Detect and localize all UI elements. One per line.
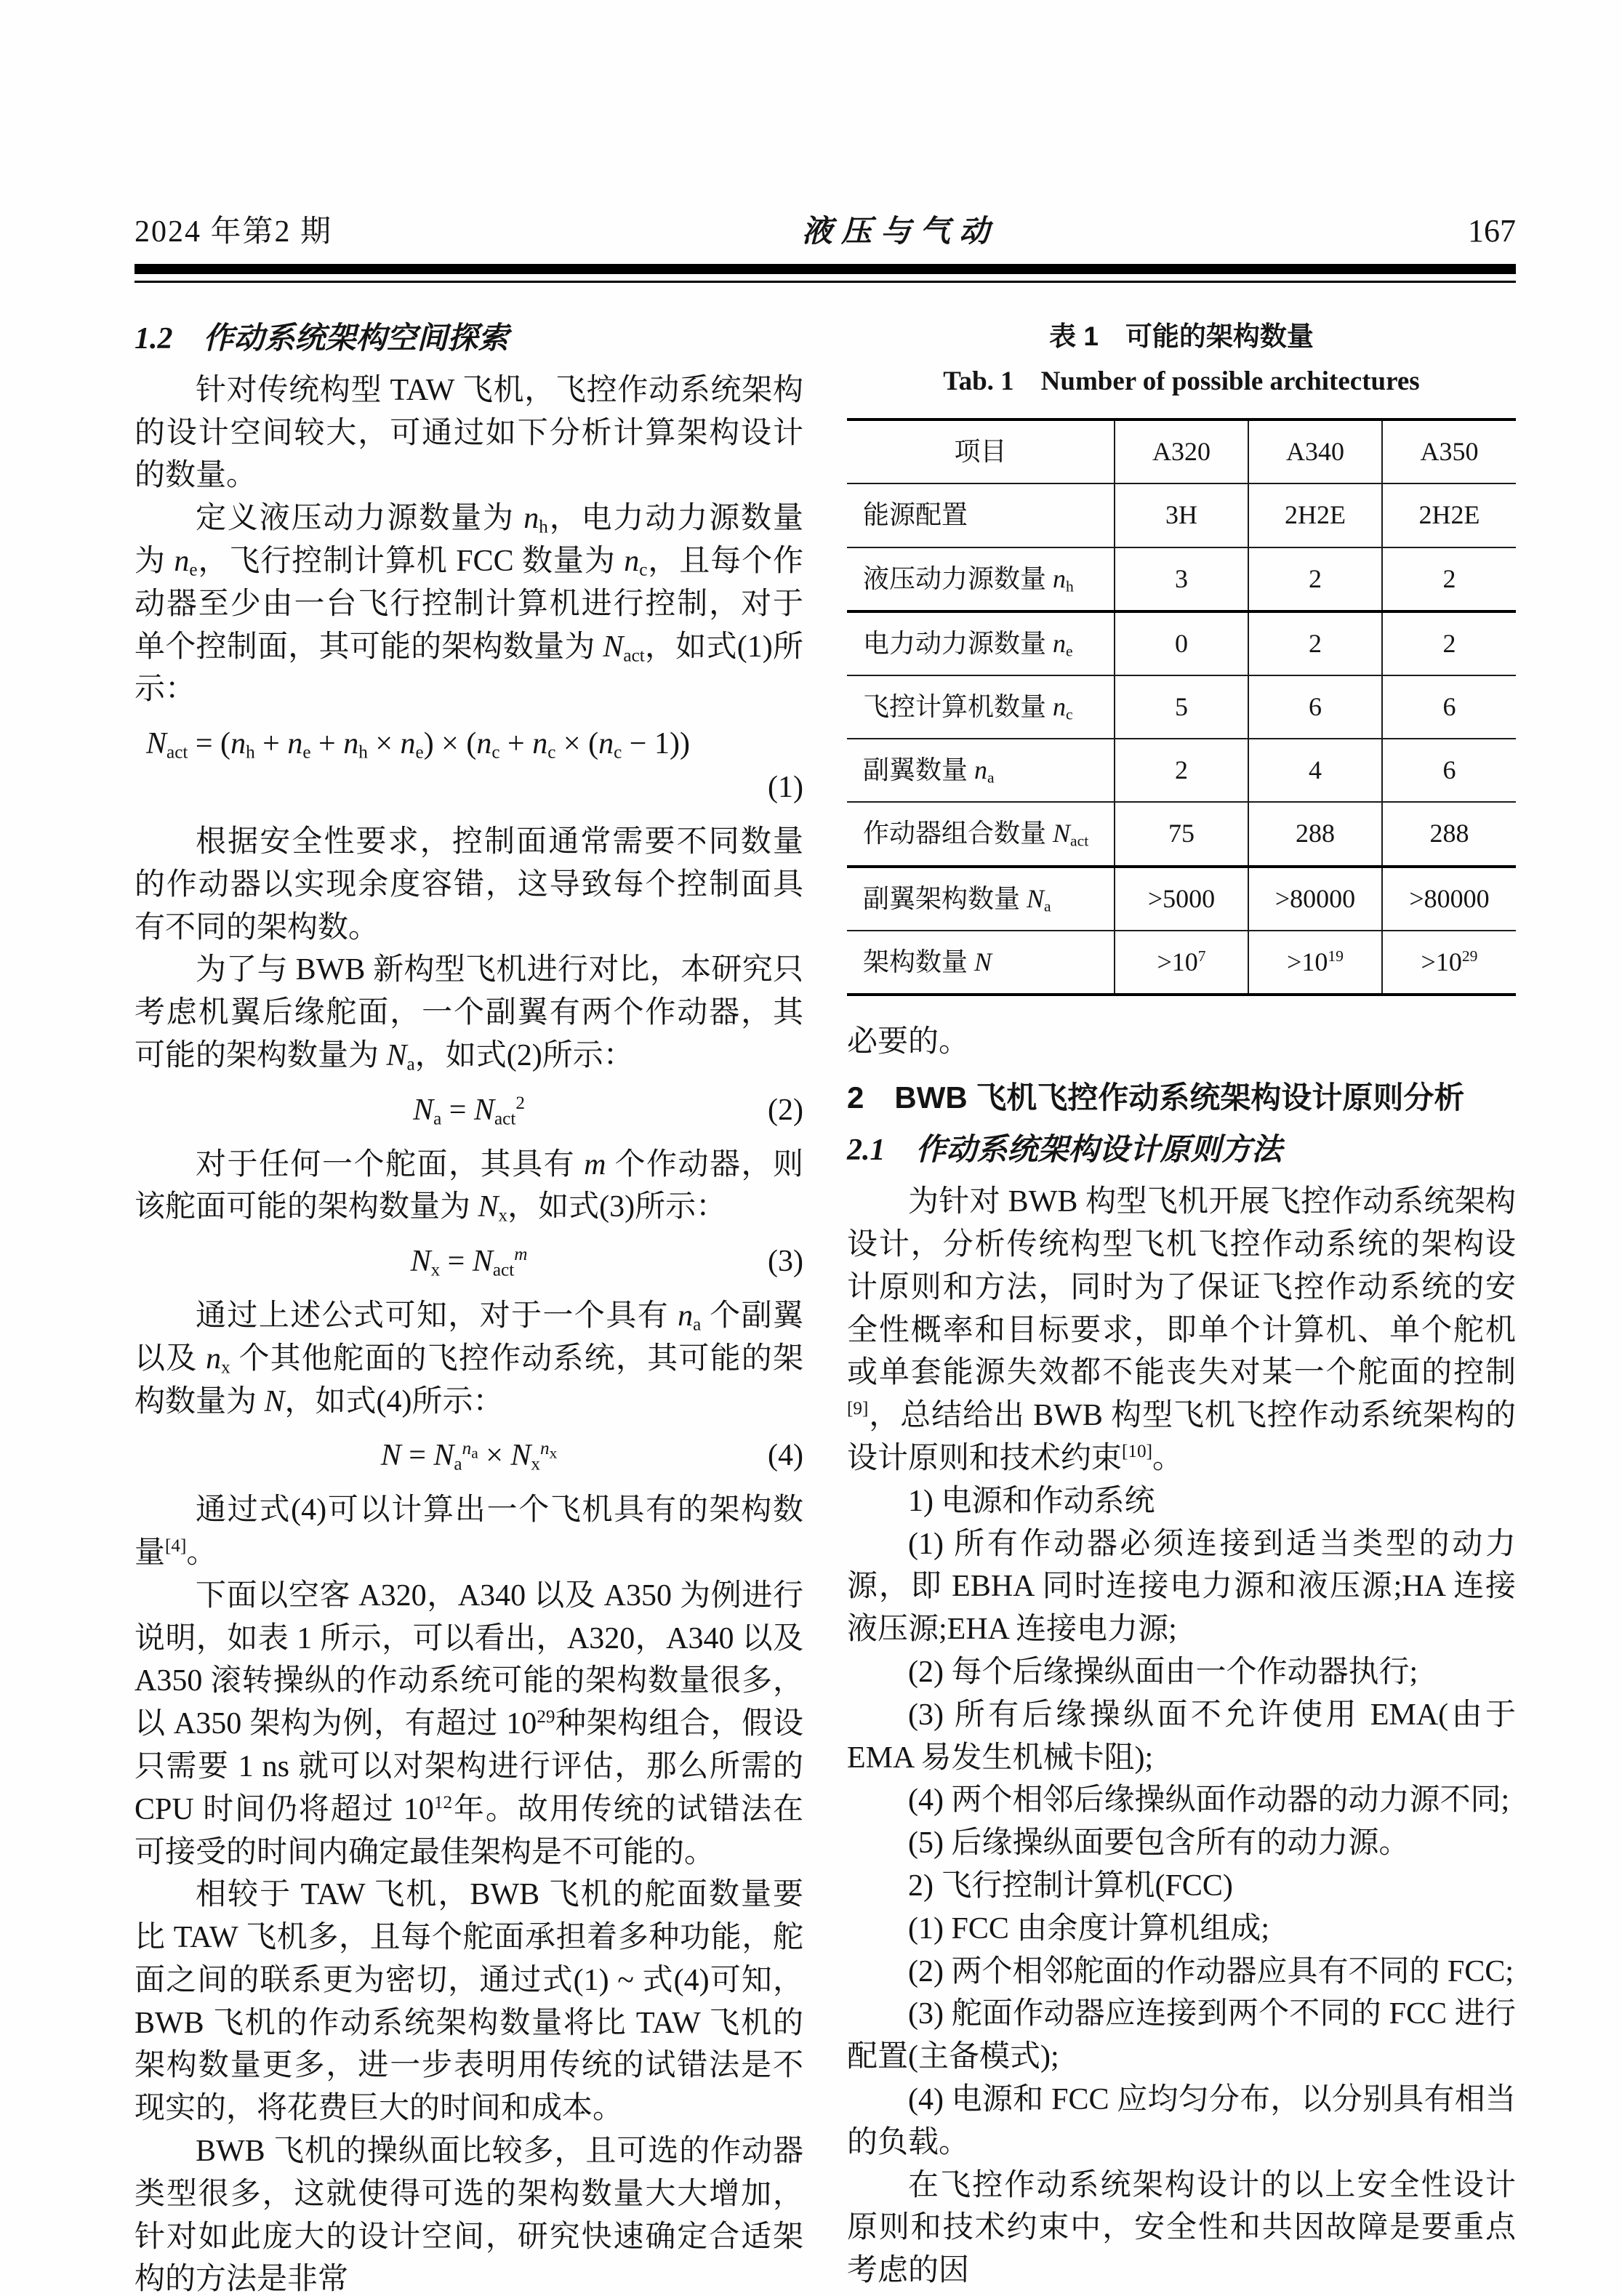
- value-cell: 6: [1248, 675, 1382, 739]
- paragraph: 针对传统构型 TAW 飞机，飞控作动系统架构的设计空间较大，可通过如下分析计算架构设计的数量。: [135, 373, 803, 493]
- table-caption-zh: 表 1 可能的架构数量: [1049, 321, 1314, 351]
- paragraph: 为了与 BWB 新构型飞机进行对比，本研究只考虑机翼后缘舵面，一个副翼有两个作动器，其可能的架构数量为 $N_a$，如式(2)所示：: [135, 953, 803, 1075]
- value-cell: 2: [1382, 611, 1516, 675]
- formula: $N_{act} = (n_h + n_e + n_h \times n_e) \times (n_c + n_c \times (n_c - 1))$: [146, 727, 690, 763]
- value-cell: 3H: [1115, 483, 1248, 547]
- value-cell: $>10^7$: [1115, 931, 1248, 995]
- header-rule-thin: [135, 281, 1516, 283]
- equation-number: (4): [768, 1439, 803, 1473]
- value-cell: 2: [1248, 611, 1382, 675]
- header-issue: 2024 年第2 期: [135, 215, 333, 249]
- value-cell: $>10^{29}$: [1382, 931, 1516, 995]
- table-header-cell: A340: [1248, 420, 1382, 483]
- paragraph: (4) 电源和 FCC 应均匀分布，以分别具有相当的负载。: [847, 2083, 1516, 2159]
- section-heading-2: 2 BWB 飞机飞控作动系统架构设计原则分析: [847, 1080, 1465, 1115]
- value-cell: $>10^{19}$: [1248, 931, 1382, 995]
- table-row: [847, 611, 1516, 675]
- value-cell: >80000: [1382, 867, 1516, 931]
- subsection-heading-1-2: 1.2 作动系统架构空间探索: [135, 322, 509, 356]
- paragraph: (3) 所有后缘操纵面不允许使用 EMA(由于 EMA 易发生机械卡阻);: [847, 1698, 1516, 1775]
- equation: [135, 1089, 803, 1132]
- table-row: [847, 802, 1516, 866]
- formula: $N_a = N_{act}^2$: [413, 1093, 525, 1129]
- header-rule-thick: [135, 264, 1516, 274]
- architectures-table: [847, 418, 1516, 996]
- paragraph: 根据安全性要求，控制面通常需要不同数量的作动器以实现余度容错，这导致每个控制面具有不同的架构数。: [135, 824, 803, 944]
- table-header-cell: A350: [1382, 420, 1516, 483]
- paragraph: 1) 电源和作动系统: [908, 1484, 1155, 1518]
- row-label-cell: 副翼架构数量 $N_a$: [847, 867, 1115, 931]
- paragraph: 通过式(4)可以计算出一个飞机具有的架构数量[4]。: [135, 1493, 803, 1570]
- paragraph-continuation: 必要的。: [847, 1024, 970, 1059]
- equation: [135, 723, 803, 809]
- table-header-row: [847, 420, 1516, 483]
- value-cell: 2H2E: [1248, 483, 1382, 547]
- paragraph: 对于任何一个舵面，其具有 m 个作动器，则该舵面可能的架构数量为 $N_x$，如式(3)所示：: [135, 1147, 803, 1226]
- value-cell: 4: [1248, 739, 1382, 802]
- paragraph: 定义液压动力源数量为 $n_h$，电力动力源数量为 $n_e$，飞行控制计算机 FCC 数量为 $n_c$，且每个作动器至少由一台飞行控制计算机进行控制，对于单个控制面，其可能的架构数量为 $N_{act}$，如式(1)所示：: [135, 502, 803, 707]
- two-column-body: [135, 315, 1516, 2296]
- value-cell: 6: [1382, 739, 1516, 802]
- value-cell: 75: [1115, 802, 1248, 866]
- value-cell: 2H2E: [1382, 483, 1516, 547]
- right-column-text: [847, 1021, 1516, 2292]
- equation-number: (2): [768, 1093, 803, 1127]
- paragraph: (1) FCC 由余度计算机组成;: [908, 1911, 1270, 1946]
- paragraph: 相较于 TAW 飞机，BWB 飞机的舵面数量要比 TAW 飞机多，且每个舵面承担着多种功能，舵面之间的联系更为密切，通过式(1) ~ 式(4)可知，BWB 飞机的作动系统架构数量将比 TAW 飞机的架构数量更多，进一步表明用传统的试错法是不现实的，将花费巨大的时间和成本。: [135, 1878, 804, 2126]
- value-cell: >80000: [1248, 867, 1382, 931]
- running-header: [135, 207, 1516, 251]
- row-label-cell: 能源配置: [847, 483, 1115, 547]
- equation: [135, 1434, 803, 1477]
- equation: [135, 1240, 803, 1283]
- equation-number: (1): [768, 771, 803, 805]
- paragraph: 在飞控作动系统架构设计的以上安全性设计原则和技术约束中，安全性和共因故障是要重点考虑的因: [847, 2168, 1516, 2288]
- paragraph: 下面以空客 A320，A340 以及 A350 为例进行说明，如表 1 所示，可以看出，A320，A340 以及 A350 滚转操纵的作动系统可能的架构数量很多，以 A350 架构为例，有超过 $10^{29}$种架构组合，假设只需要 1 ns 就可以对架构进行评估，那么所需的 CPU 时间仍将超过 $10^{12}$年。故用传统的试错法在可接受的时间内确定最佳架构是不可能的。: [135, 1578, 803, 1869]
- table-row: [847, 867, 1516, 931]
- value-cell: 3: [1115, 547, 1248, 611]
- table-row: [847, 739, 1516, 802]
- value-cell: 288: [1248, 802, 1382, 866]
- paragraph: 2) 飞行控制计算机(FCC): [908, 1869, 1233, 1903]
- right-column: [847, 315, 1516, 2296]
- row-label-cell: 作动器组合数量 $N_{act}$: [847, 802, 1115, 866]
- row-label-cell: 飞控计算机数量 $n_c$: [847, 675, 1115, 739]
- value-cell: 2: [1382, 547, 1516, 611]
- header-page-number: 167: [1468, 213, 1516, 249]
- paragraph: (3) 舵面作动器应连接到两个不同的 FCC 进行配置(主备模式);: [847, 1997, 1516, 2074]
- table-row: [847, 547, 1516, 611]
- value-cell: 288: [1382, 802, 1516, 866]
- row-label-cell: 副翼数量 $n_a$: [847, 739, 1115, 802]
- value-cell: >5000: [1115, 867, 1248, 931]
- formula: $N_x = N_{act}^m$: [410, 1245, 528, 1280]
- row-label-cell: 架构数量 N: [863, 947, 992, 976]
- paragraph: (2) 两个相邻舵面的作动器应具有不同的 FCC;: [908, 1954, 1514, 1988]
- paragraph: (2) 每个后缘操纵面由一个作动器执行;: [908, 1655, 1418, 1690]
- value-cell: 2: [1248, 547, 1382, 611]
- paragraph: (5) 后缘操纵面要包含所有的动力源。: [908, 1826, 1410, 1861]
- table-caption-en: Tab. 1 Number of possible architectures: [943, 366, 1420, 397]
- subsection-heading-2-1: 2.1 作动系统架构设计原则方法: [847, 1133, 1282, 1168]
- paragraph: 为针对 BWB 构型飞机开展飞控作动系统架构设计，分析传统构型飞机飞控作动系统的架构设计原则和方法，同时为了保证飞控作动系统的安全性概率和目标要求，即单个计算机、单个舵机或单套能源失效都不能丧失对某一个舵面的控制[9]，总结给出 BWB 构型飞机飞控作动系统架构的设计原则和技术约束[10]。: [847, 1185, 1516, 1476]
- left-column: [135, 315, 803, 2296]
- header-journal-title: 液压与气动: [802, 215, 999, 249]
- value-cell: 5: [1115, 675, 1248, 739]
- value-cell: 6: [1382, 675, 1516, 739]
- table-header-cell: 项目: [847, 420, 1115, 483]
- value-cell: 2: [1115, 739, 1248, 802]
- row-label-cell: 液压动力源数量 $n_h$: [847, 547, 1115, 611]
- paragraph: 通过上述公式可知，对于一个具有 $n_a$ 个副翼以及 $n_x$ 个其他舵面的飞控作动系统，其可能的架构数量为 N，如式(4)所示：: [135, 1298, 803, 1418]
- table-row: [847, 675, 1516, 739]
- paragraph: (1) 所有作动器必须连接到适当类型的动力源，即 EBHA 同时连接电力源和液压源;HA 连接液压源;EHA 连接电力源;: [847, 1527, 1516, 1647]
- table-header-cell: A320: [1115, 420, 1248, 483]
- paragraph: (4) 两个相邻后缘操纵面作动器的动力源不同;: [908, 1783, 1510, 1818]
- table-row: [847, 931, 1516, 995]
- table-row: [847, 483, 1516, 547]
- equation-number: (3): [768, 1245, 803, 1279]
- value-cell: 0: [1115, 611, 1248, 675]
- row-label-cell: 电力动力源数量 $n_e$: [847, 611, 1115, 675]
- formula: $N = N_a^{n_a} \times N_x^{n_x}$: [380, 1439, 558, 1474]
- paragraph: BWB 飞机的操纵面比较多，且可选的作动器类型很多，这就使得可选的架构数量大大增加，针对如此庞大的设计空间，研究快速确定合适架构的方法是非常: [135, 2135, 803, 2296]
